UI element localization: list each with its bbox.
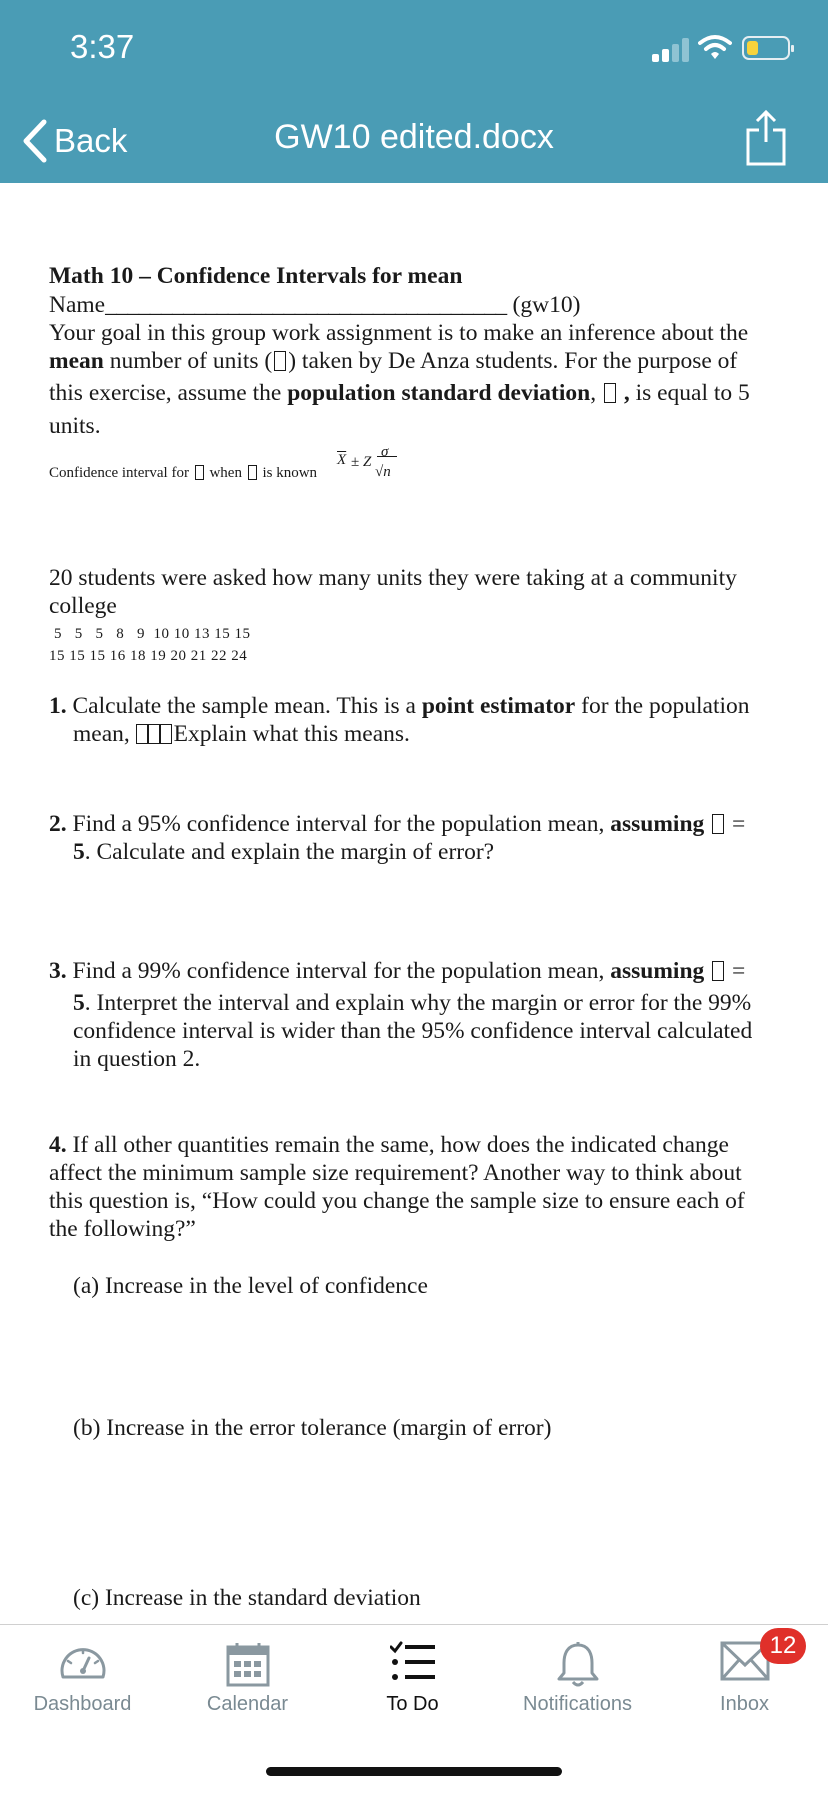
question-2-line-1: 2. Find a 95% confidence interval for the population mean, assuming = [49,811,746,837]
battery-icon [742,36,790,60]
missing-glyph-sigma [248,465,257,480]
missing-glyph-sigma [604,383,616,403]
todo-list-icon [390,1641,436,1683]
document-heading: Math 10 – Confidence Intervals for mean [49,263,463,289]
missing-glyph-mu [195,465,204,480]
home-indicator[interactable] [266,1767,562,1776]
back-label: Back [54,122,128,159]
question-3-line-2: 5. Interpret the interval and explain why the margin or error for the 99% [73,990,752,1016]
data-row-1: 5 5 5 8 9 10 10 13 15 15 [54,626,251,642]
assignment-code: (gw10) [512,292,581,318]
intro-line-2: mean number of units ( ) taken by De Anza students. For the purpose of [49,348,738,374]
calendar-icon [226,1641,270,1689]
question-2-line-2: 5. Calculate and explain the margin of error? [73,839,495,865]
question-4-line-4: the following?” [49,1216,196,1242]
students-line-1: 20 students were asked how many units they were taking at a community [49,565,737,591]
document-title: GW10 edited.docx [274,118,554,156]
question-1-line-1: 1. Calculate the sample mean. This is a point estimator for the population [49,693,750,719]
tab-dashboard-label: Dashboard [33,1693,132,1715]
tab-todo[interactable] [340,1625,485,1735]
question-4-line-1: 4. If all other quantities remain the same, how does the indicated change [49,1132,729,1158]
ci-label: Confidence interval for when is known [49,465,318,481]
question-1-line-2: mean, Explain what this means. [73,721,410,747]
tab-todo-label: To Do [386,1693,439,1715]
name-blank: ____________________________________ [105,292,507,318]
missing-glyph-mu [274,351,286,371]
question-4-line-2: affect the minimum sample size requirement? Another way to think about [49,1160,742,1186]
intro-line-3: this exercise, assume the population standard deviation, , is equal to 5 [49,380,750,406]
tab-calendar[interactable] [175,1625,320,1735]
tab-notifications-label: Notifications [523,1693,632,1715]
chevron-left-icon [22,119,48,163]
question-4-line-3: this question is, “How could you change the sample size to ensure each of [49,1188,745,1214]
question-3-line-4: in question 2. [73,1046,201,1072]
name-label: Name [49,292,106,318]
question-4a: (a) Increase in the level of confidence [73,1273,428,1299]
intro-line-1: Your goal in this group work assignment is to make an inference about the [49,320,749,346]
tab-calendar-label: Calendar [206,1693,289,1715]
tab-dashboard[interactable] [10,1625,155,1735]
inbox-unread-badge: 12 [760,1628,806,1664]
back-button[interactable] [22,116,127,166]
name-line [49,291,580,319]
question-4b: (b) Increase in the error tolerance (margin of error) [73,1415,552,1441]
intro-line-4: units. [49,413,101,439]
question-4c: (c) Increase in the standard deviation [73,1585,421,1611]
question-3-line-1: 3. Find a 99% confidence interval for the population mean, assuming = [49,958,746,984]
status-time: 3:37 [70,28,135,65]
students-line-2: college [49,593,117,619]
tab-inbox-label: Inbox [720,1693,769,1715]
data-row-2: 15 15 15 16 18 19 20 21 22 24 [49,648,248,664]
bell-icon [556,1641,600,1689]
question-3-line-3: confidence interval is wider than the 95% confidence interval calculated [73,1018,753,1044]
dashboard-icon [58,1641,108,1681]
tab-notifications[interactable] [505,1625,650,1735]
header-bar [0,0,828,183]
wifi-icon [698,34,732,60]
share-icon[interactable] [746,110,786,166]
cellular-signal-icon [652,38,692,62]
